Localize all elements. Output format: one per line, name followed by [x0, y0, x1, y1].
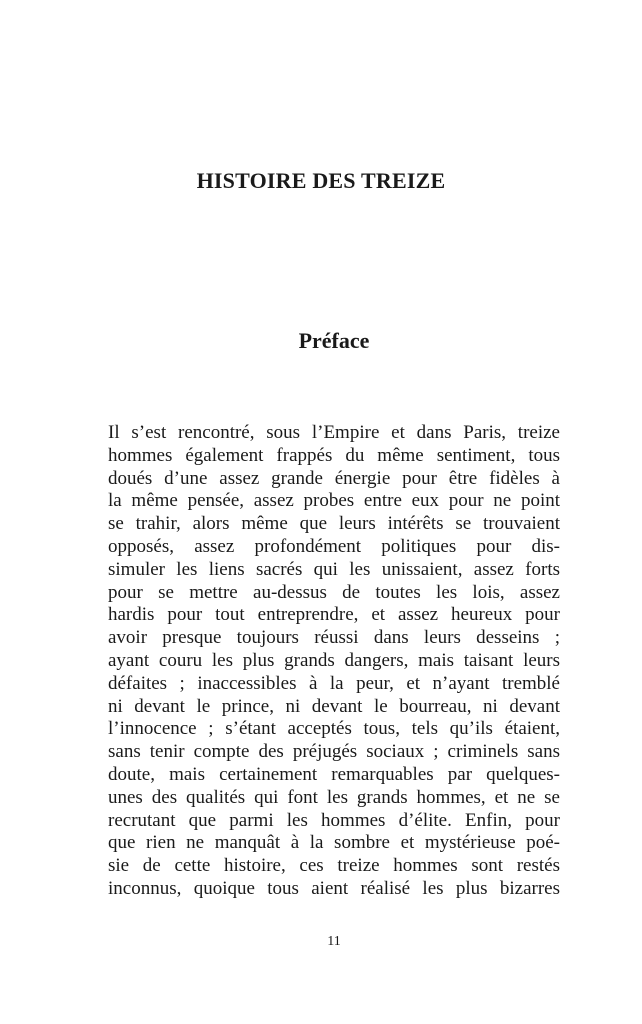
paragraph-line: se trahir, alors même que leurs intérêts se trouvaient [108, 513, 560, 535]
body-paragraph [108, 422, 560, 901]
paragraph-line: hommes également frappés du même sentiment, tous [108, 444, 560, 466]
paragraph-line: simuler les liens sacrés qui les unissaient, assez forts [108, 558, 560, 580]
paragraph-line: défaites ; inaccessibles à la peur, et n’ayant tremblé [108, 672, 560, 694]
paragraph-line: recrutant que parmi les hommes d’élite. Enfin, pour [108, 809, 560, 831]
book-title: HISTOIRE DES TREIZE [196, 168, 446, 193]
chapter-title: Préface [298, 328, 370, 353]
paragraph-line: sans tenir compte des préjugés sociaux ; criminels sans [108, 741, 560, 763]
paragraph-line: l’innocence ; s’étant acceptés tous, tels qu’ils étaient, [108, 718, 560, 740]
paragraph-line: pour se mettre au-dessus de toutes les lois, assez [108, 581, 560, 603]
paragraph-line: ni devant le prince, ni devant le bourreau, ni devant [108, 695, 560, 717]
paragraph-line: que rien ne manquât à la sombre et mystérieuse poé- [108, 832, 560, 854]
paragraph-line: Il s’est rencontré, sous l’Empire et dans Paris, treize [108, 422, 560, 443]
paragraph-line: inconnus, quoique tous aient réalisé les plus bizarres [108, 877, 560, 899]
paragraph-line: hardis pour tout entreprendre, et assez heureux pour [108, 604, 560, 626]
paragraph-line: opposés, assez profondément politiques pour dis- [108, 535, 560, 557]
page-number: 11 [327, 934, 341, 949]
paragraph-line: sie de cette histoire, ces treize hommes sont restés [108, 855, 560, 877]
paragraph-line: avoir presque toujours réussi dans leurs desseins ; [108, 627, 560, 649]
paragraph-line: la même pensée, assez probes entre eux pour ne point [108, 490, 560, 512]
paragraph-line: doués d’une assez grande énergie pour être fidèles à [108, 467, 560, 489]
paragraph-line: unes des qualités qui font les grands hommes, et ne se [108, 786, 560, 808]
paragraph-line: ayant couru les plus grands dangers, mais taisant leurs [108, 649, 560, 671]
paragraph-line: doute, mais certainement remarquables par quelques- [108, 763, 560, 785]
